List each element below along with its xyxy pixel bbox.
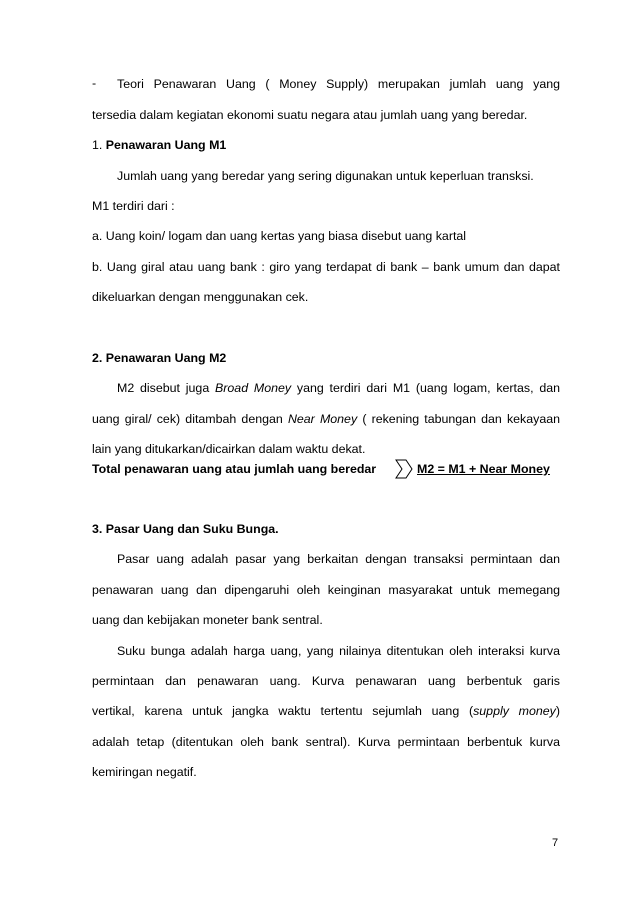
section-heading-m2: 2. Penawaran Uang M2: [92, 351, 227, 365]
heading-text: Penawaran Uang M1: [105, 138, 227, 152]
paragraph-line: dikeluarkan dengan menggunakan cek.: [92, 290, 309, 304]
paragraph-line: Suku bunga adalah harga uang, yang nilainya ditentukan oleh interaksi kurva: [117, 644, 560, 658]
paragraph-line: Teori Penawaran Uang ( Money Supply) merupakan jumlah uang yang: [117, 77, 560, 91]
paragraph-line: adalah tetap (ditentukan oleh bank sentral). Kurva permintaan berbentuk kurva: [92, 735, 560, 749]
paragraph-line: penawaran uang dan dipengaruhi oleh keinginan masyarakat untuk memegang: [92, 583, 560, 597]
paragraph-line: [117, 380, 560, 396]
paragraph-line: M1 terdiri dari :: [92, 199, 175, 213]
total-label: Total penawaran uang atau jumlah uang beredar: [92, 462, 377, 476]
paragraph-line: Pasar uang adalah pasar yang berkaitan dengan transaksi permintaan dan: [117, 552, 560, 566]
text-run: yang terdiri dari M1 (uang logam, kertas, dan: [291, 381, 560, 395]
page-number: 7: [552, 837, 559, 849]
chevron-right-icon: [395, 459, 413, 479]
paragraph-line: Jumlah uang yang beredar yang sering digunakan untuk keperluan transksi.: [117, 169, 534, 183]
section-heading-pasar-uang: 3. Pasar Uang dan Suku Bunga.: [92, 522, 279, 536]
italic-term: supply money: [473, 704, 556, 718]
paragraph-line: permintaan dan penawaran uang. Kurva penawaran uang berbentuk garis: [92, 674, 560, 688]
paragraph-line: [92, 703, 560, 719]
text-run: vertikal, karena untuk jangka waktu tertentu sejumlah uang (: [92, 704, 474, 718]
paragraph-line: lain yang ditukarkan/dicairkan dalam waktu dekat.: [92, 442, 366, 456]
italic-term: Near Money: [287, 412, 358, 426]
bullet-dash: -: [92, 76, 97, 90]
heading-number: 1.: [92, 138, 106, 152]
section-heading-m1: [92, 137, 560, 153]
paragraph-line: uang dan kebijakan moneter bank sentral.: [92, 613, 323, 627]
text-run: ): [555, 704, 560, 718]
paragraph-line: [92, 411, 560, 427]
text-run: M2 disebut juga: [117, 381, 216, 395]
text-run: ( rekening tabungan dan kekayaan: [357, 412, 560, 426]
paragraph-line: a. Uang koin/ logam dan uang kertas yang biasa disebut uang kartal: [92, 229, 467, 243]
total-formula: M2 = M1 + Near Money: [417, 462, 550, 476]
paragraph-line: b. Uang giral atau uang bank : giro yang terdapat di bank – bank umum dan dapat: [92, 260, 560, 274]
text-run: uang giral/ cek) ditambah dengan: [92, 412, 288, 426]
italic-term: Broad Money: [215, 381, 292, 395]
paragraph-line: tersedia dalam kegiatan ekonomi suatu negara atau jumlah uang yang beredar.: [92, 108, 528, 122]
paragraph-line: kemiringan negatif.: [92, 765, 197, 779]
